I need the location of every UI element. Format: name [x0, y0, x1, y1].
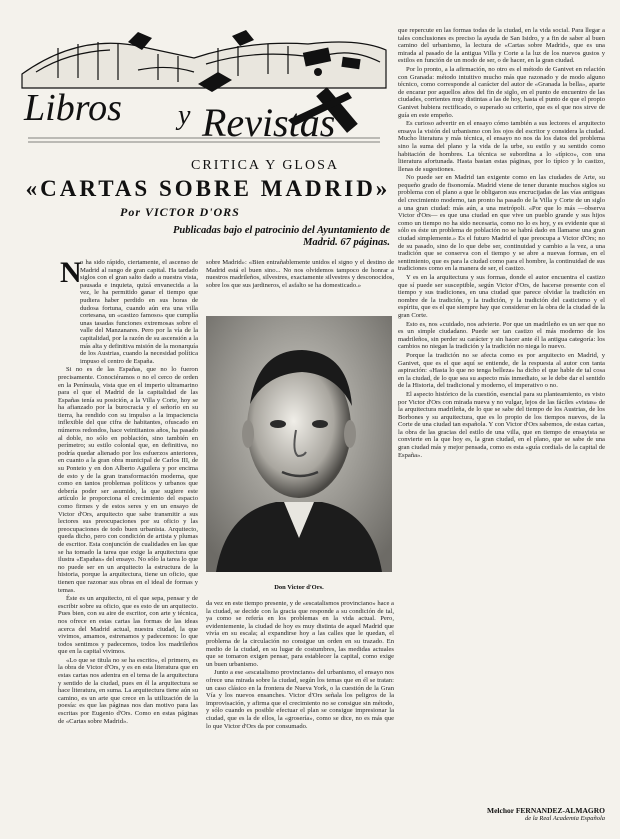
author-affiliation: de la Real Academia Española — [524, 815, 605, 822]
photo-caption: Don Victor d'Ors. — [274, 584, 324, 591]
column-2-bottom — [206, 600, 394, 830]
author-signature: Melchor FERNANDEZ-ALMAGRO — [487, 806, 605, 815]
col3-paragraph: Porque la tradición no se afecta como es por arquitecto en Madrid, y Ganivet, que es el que aquí se entiende, de la respuesta al autor con tanta aspiración: «Hasta lo que no tenga belleza» ha dicho el que hable de tal cosa en la ciudad, de lo que sea su aspecto más inmediato, se le debe dar el sentido de la Historia, del tradicional y moderno, el imperativo o no. — [398, 351, 605, 390]
section-label: CRITICA Y GLOSA — [191, 158, 339, 173]
col3-paragraph: Es curioso advertir en el ensayo cómo también a sus lectores el arquitecto ensaya la visión del urbanismo con los ojos del escritor y considera la ciudad. Mucho literatura y más técnica, el ensayo no nos da los datos del problema sino la suma del plano y la vida de la urbe, su estilo y su sentido como habitación de hombres. La técnica se subordina a lo «típico», con una literatura afortunada. Hasta bastan estas páginas, por lo típico y lo castizo, llenas de sugestiones. — [398, 120, 605, 173]
col3-paragraph: Por lo pronto, a la afirmación, no otro es el método de Ganivet en relación con Granada: método intuitivo mucho más que razonado y de modo alguno técnico, como corresponde al carácter del autor de «Granada la bella», aparte de encarar por aquellos años del fin de siglo, en el punto de encuentro de las ciudades, corrientes muy distintas a las de hoy, hasta el punto de que el propio Ganivet hubiera rectificado, o superado su criterio, que es el que nos sirve de guía en este empeño. — [398, 65, 605, 119]
col2-paragraph: sobre Madrid»: «Bien entrañablemente unidos el signo y el destino de Madrid está el buen sino... No nos olvidemos tampoco de honrar a nuestros madrileños, silvestres, exactamente silvestres y desconocidos, sobre los que sus jardineros, el asfalto se ha domesticado.» — [206, 259, 394, 289]
column-2-top — [206, 259, 394, 311]
col1-paragraph: o ha sido rápido, ciertamente, el ascenso de Madrid al rango de gran capital. Ha tardado siglos con el gran salto dado a nuestra vista, pausada e inquieta, quizá envanecida a la vez, le ha permitido ganar el tiempo que pudiera haber perdido en sus horas de dudosa fortuna, cuando aún era una villa cortesana, un «castizo famoso» que cumplía unas tasadas funciones extremosas sobre el valle del Manzanares. Pero por la vía de la capitalidad, por la razón de su ascensión a la más alta y definitiva misión de la monarquía de los Austrias, cuando la necesidad política impuso el centro de España. — [80, 259, 198, 365]
masthead-logo — [18, 28, 390, 146]
col3-paragraph: No puede ser en Madrid tan exigente como en las ciudades de Arte, su pequeño grado de fisonomía. Madrid viene de tener durante muchos siglos su problema con el plano a que le obligaron sus encrucijadas de las vías antiguas del crecimiento moderno, tan pronto ha pasado de la Villa y Corte de un siglo a una gran ciudad: más aún, a una metrópoli. «Por que lo más —observa Victor d'Ors— es que una ciudad en que vive un pueblo grande y sus hijos como un tiempo no ha sido necesaria, como no lo es hoy, y es evidente que si sólo es éste un problema de población no se habrá dado en llamarse una gran ciudad simplemente.» Es el futuro Madrid el que preocupa a Victor d'Ors; no de su pasado, sino de lo que debe ser, continuidad y cambio a la vez, a una tradición que se conserva con el tiempo y se abre a nuevas formas, en el sentimiento, que es para la ciudad como para el hombre, la continuidad de sus tradiciones como en la manera de ser, el castizo. — [398, 174, 605, 273]
masthead-word-libros: Libros — [24, 87, 122, 129]
masthead-word-revistas: Revistas — [202, 100, 336, 145]
col3-paragraph: El aspecto histórico de la cuestión, esencial para su planteamiento, es visto por Victor d'Ors con mirada nueva y no vulgar, lejos de las fáciles «vistas» de la arquitectura madrileña, de lo que se sabe del tiempo de los Austrias, de los Borbones y su arquitectura, que es lo propio de los tiempos nuevos, de la Corte de una ciudad tan española. Y con Victor d'Ors sabemos, de estas cartas, la obra de las gracias del estilo de una villa, que en tiempo de ensayista se convierte en la que hoy es, la gran ciudad, en el plano, que se sabe de una gran ciudad más y mejor pensada, como es esta «guía cordial» de la capital de España». — [398, 390, 605, 459]
author-photo — [206, 316, 392, 572]
col3-paragraph: Esto es, nos «cuidado, nos advierte. Por que un madrileño es un ser que no es un simple ciudadano. Puede ser tan castizo el más moderno de los madrileños, sin perder su carácter y sin hacer ante él la antigua categoría: los cambios no niegan la tradición y la tradición no niega lo nuevo. — [398, 320, 605, 351]
col1-paragraph: «Lo que se titula no se ha escrito», el primero, es la obra de Victor d'Ors, y es en esta literatura que en estas cartas nos adentra en el tema de la arquitectura y sentido de la ciudad, pues en él la arquitectura se hace literatura, en suma. La arquitectura tiene aún su camino, es un arte que crece en la utilización de la poesía: es que las páginas nos dan motivo para las escritas por Eugenio d'Ors. Como en estas páginas de «Cartas sobre Madrid». — [58, 656, 198, 725]
article-title: «CARTAS SOBRE MADRID» — [25, 176, 391, 201]
publication-note: Publicadas bajo el patrocinio del Ayuntamiento de Madrid. 67 páginas. — [173, 225, 390, 248]
masthead-illustration — [18, 28, 390, 146]
dropcap: N — [60, 256, 82, 289]
col2-paragraph: Junto a ese «escatalismo provinciano» del urbanismo, el ensayo nos ofrece una mirada sobre la ciudad, según los temas que en él se tratan: un caso clásico en la frontera de Nueva York, o la cuestión de la Gran Vía y los nuevos ensanches. Victor d'Ors señala los peligros de la improvisación, y afirma que el crecimiento no se consigue sin método, y sólo cuando es posible efectuar el plan se consigue impresionar la ciudad, que es la de ellos, la «grosería», como se dice, no es más que lo que Victor d'Ors da por consumado. — [206, 669, 394, 730]
portrait-image — [206, 316, 392, 572]
col2-paragraph: da vez en este tiempo presente, y de «escatalismos provinciano» hace a la ciudad, se decide con la gracia que responde a su condición de tal, ya como se refería en los problemas en la vida actual. Pero, evidentemente, la ciudad de hoy es muy distinta de aquel Madrid que vivía en su escala; al expandirse hoy a las calles que le quedan, el problema de la circulación no consigue un orden en su trazado. En medio de la ciudad, en su lugar de costumbres, las medidas actuales que se tomaron exigen pensar, para establecer la capital, como exige un buen urbanismo. — [206, 600, 394, 668]
column-1 — [58, 256, 198, 829]
col1-paragraph: Si no es de las Españas, que no lo fueron precisamente. Conociéramos o no el cerco de orden en la Península, vista que en el imperio ultramarino para el que el Madrid de la capitalidad de las Españas tenía su posición, a la Villa y Corte, hoy se ha afianzado por la burocracia y el señorío en su tierra, ha rendido con su impulso a la impaciencia inflexible del que cifra de habitantes, ofuscado en números redondos, hace veintitantos años, ha pasado al doble, no sólo en población, sino también en perímetro; su estilo colonial que, en definitiva, no podría quedar alienado por los esfuerzos anteriores, en cuanto a la gran obra municipal de Carlos III, de su Ponteio y en don Alberto Aguilera y por encima de esto y de la gran transformación moderna, que como en tantos problemas políticos y urbanos que debería poder ser asumido, la que sugiere este artículo le proporciona el crecimiento del espacio como firmes y de estos seres y en un ensayo de Victor d'Ors, arquitecto que sabe transmitir a sus lectores sus preocupaciones por su oficio y las preocupaciones de todo buen urbanista. Arquitecto, queda dicho, pero con condición de artista y plumas de escritor. Esta conjunción de cualidades en las que se ha tomado la tarea que exige la arquitectura que ilustra «Españas» del ensayo. No sólo la tarea lo que no puede ser en un arquitecto la estructura de la historia, porque la arquitectura, tiene un oficio, que tienen que razonar sus obras en el ideal de formas y temas. — [58, 366, 198, 594]
column-3 — [398, 27, 605, 799]
col3-paragraph: Y es en la arquitectura y sus formas, donde el autor encuentra el castizo que sí puede ser susceptible, según Victor d'Ors, de hacerse presente con el tiempo y sus tradiciones, en una ciudad que parece olvidar la tradición en nombre de la tradición, y la tradición, y la tradición del casticismo y el espíritu, que es el que siempre hay que considerar en la obra de la ciudad de la gran Corte. — [398, 274, 605, 319]
masthead-word-y: y — [178, 100, 191, 131]
col1-paragraph: Éste es un arquitecto, ni el que sepa, pensar y de escribir sobre su oficio, que es esto de un arquitecto. Pues bien, con su aire de escritor, con arte y técnica, nos ofrece en estas cartas las formas de las ideas acerca del Madrid actual, nuestra ciudad, la que vivimos, amamos, estrenamos y padecemos: lo que todos sentimos y padecemos, todos los madrileños que en la capital vivimos. — [58, 595, 198, 656]
byline: Por VICTOR D'ORS — [120, 205, 240, 219]
col3-paragraph: que repercute en las formas todas de la ciudad, en la vida social. Para llegar a tales conclusiones es preciso la ayuda de San Isidro, y a fin de saber al buen camino del urbanismo, la lectura de «Cartas sobre Madrid», que es una mirada al pasado de la antigua Villa y Corte a la luz de los nuevos gustos y estilos en función de un modo de ser, o de hacer, en la gran ciudad. — [398, 27, 605, 65]
